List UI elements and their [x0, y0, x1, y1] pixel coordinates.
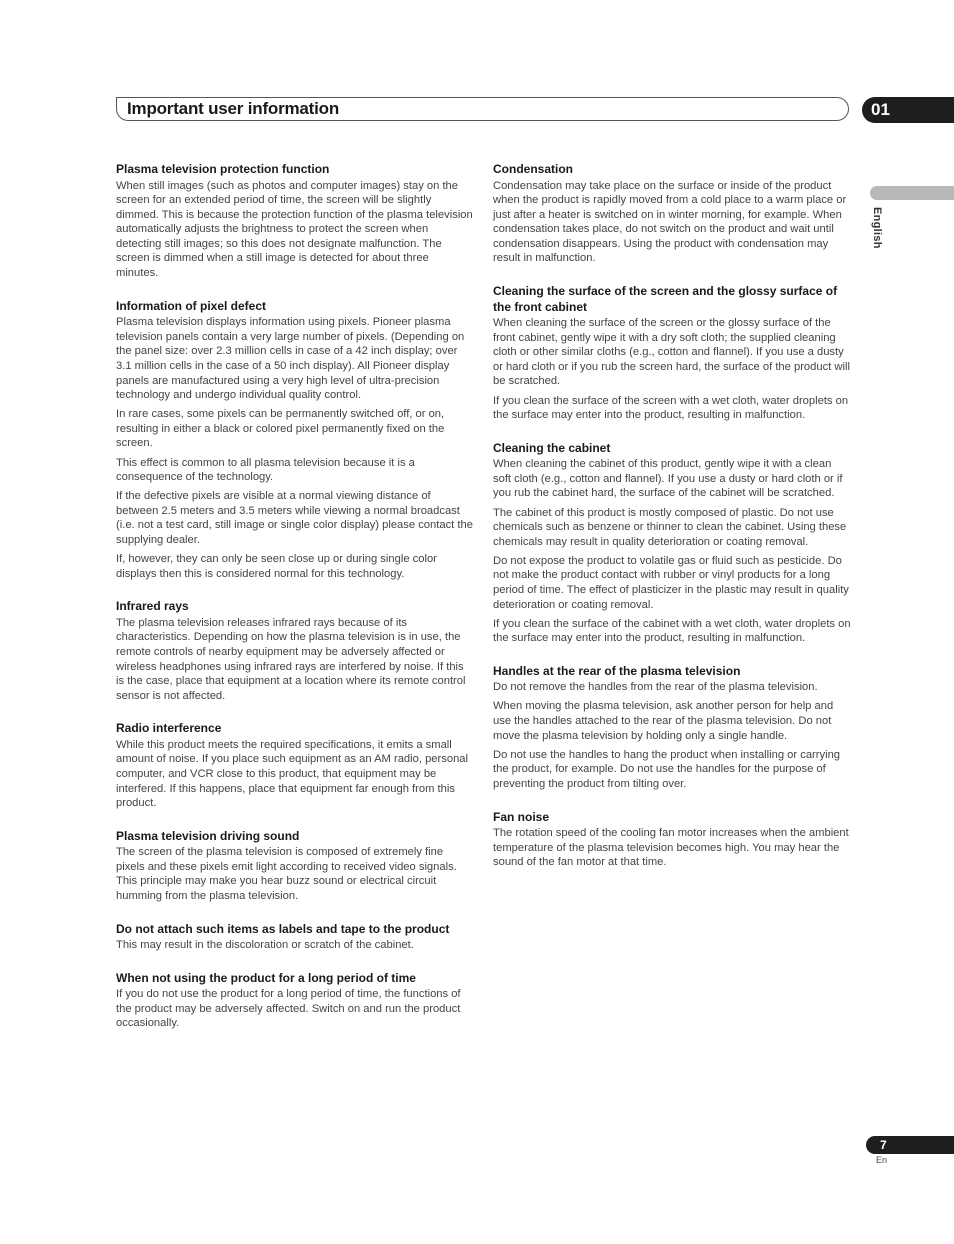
section [116, 721, 473, 810]
section-paragraph: If you clean the surface of the cabinet with a wet cloth, water droplets on the surface may enter into the product, resulting in malfunction. [493, 617, 851, 645]
page-title: Important user information [127, 99, 340, 118]
section-heading: When not using the product for a long period of time [116, 970, 416, 985]
right-column [493, 162, 851, 888]
section [493, 664, 851, 792]
section-paragraph: When moving the plasma television, ask another person for help and use the handles attached to the rear of the plasma television. Do not move the plasma television by holding only a single handle. [493, 700, 834, 742]
page-language-code: En [876, 1155, 888, 1165]
language-label: English [871, 207, 883, 249]
language-tab [870, 186, 954, 200]
section [116, 599, 473, 703]
section-heading: Cleaning the surface of the screen and the glossy surface of the front cabinet [493, 284, 838, 314]
section [116, 971, 473, 1031]
section-heading: Handles at the rear of the plasma television [493, 663, 741, 678]
section-paragraph: When still images (such as photos and computer images) stay on the screen for an extended period of time, the screen will be slightly dimmed. This is because the protection function of the plasma television automatically adjusts the brightness to protect the screen when detecting still images; so this does not designate malfunction. The screen is dimmed when a still image is detected for about three minutes. [116, 179, 473, 280]
section-heading: Do not attach such items as labels and tape to the product [116, 921, 450, 936]
section-paragraph: Do not expose the product to volatile gas or fluid such as pesticide. Do not make the product contact with rubber or vinyl products for a long period of time. The effect of plasticizer in the plastic may result in quality deterioration or coating removal. [493, 554, 849, 611]
section [116, 829, 473, 904]
section-paragraph: If you do not use the product for a long period of time, the functions of the product may be adversely affected. Switch on and run the product occasionally. [116, 988, 461, 1030]
section-paragraph: When cleaning the cabinet of this product, gently wipe it with a clean soft cloth (e.g., cotton and flannel). If you use a dusty or hard cloth or if you rub the cabinet hard, the surface of the cabinet will be scratched. [493, 458, 843, 500]
section-paragraph: This effect is common to all plasma television because it is a consequence of the technology. [116, 456, 415, 484]
section-heading: Fan noise [493, 809, 550, 824]
section-paragraph: The rotation speed of the cooling fan motor increases when the ambient temperature of the plasma television becomes high. You may hear the sound of the fan motor at that time. [493, 827, 849, 869]
section [493, 162, 851, 266]
page-number: 7 [880, 1138, 887, 1152]
section-heading: Infrared rays [116, 599, 189, 614]
section-paragraph: If, however, they can only be seen close up or during single color displays then this is considered normal for this technology. [116, 553, 437, 580]
section-paragraph: In rare cases, some pixels can be permanently switched off, or on, resulting in either a black or colored pixel permanently fixed on the screen. [116, 408, 445, 450]
chapter-number: 01 [871, 100, 890, 119]
section-heading: Radio interference [116, 721, 222, 736]
section-paragraph: When cleaning the surface of the screen or the glossy surface of the front cabinet, gently wipe it with a dry soft cloth; the supplied cleaning cloth or other similar cloths (e.g., cotton and flannel). If you use a dusty or hard cloth or if you rub the screen hard, the surface of the product will be scratched. [493, 317, 850, 388]
section-paragraph: Do not use the handles to hang the product when installing or carrying the product, for example. Do not use the handles for the purpose of preventing the product from tilting over. [493, 748, 841, 790]
section [493, 441, 851, 646]
section-heading: Plasma television driving sound [116, 828, 300, 843]
section-paragraph: The plasma television releases infrared rays because of its characteristics. Depending on how the plasma television is in use, the remote controls of nearby equipment may be adversely affected or wireless headphones using infrared rays are interfered by noise. If this is the case, place that equipment at a location where its remote control sensor is not affected. [116, 616, 466, 702]
section-paragraph: The screen of the plasma television is composed of extremely fine pixels and these pixels emit light according to received video signals. This principle may make you hear buzz sound or electrical circuit humming from the plasma television. [116, 846, 457, 903]
section-paragraph: Condensation may take place on the surface or inside of the product when the product is rapidly moved from a cold place to a warm place or just after a heater is switched on in winter morning, for example. When condensation takes place, do not switch on the product and wait until condensation disappears. Using the product with condensation may result in malfunction. [493, 179, 847, 265]
section-heading: Plasma television protection function [116, 162, 330, 176]
section-paragraph: Plasma television displays information using pixels. Pioneer plasma television panels contain a very large number of pixels. (Depending on the panel size: over 2.3 million cells in case of a 42 inch display; over 3.1 million cells in the case of a 50 inch display). All Pioneer display panels are manufactured using a very high level of ultra-precision technology and undergo individual quality control. [116, 316, 465, 402]
section-paragraph: If the defective pixels are visible at a normal viewing distance of between 2.5 meters and 3.5 meters while viewing a normal broadcast (i.e. not a test card, still image or single color display) please contact the supplying dealer. [116, 490, 473, 546]
section [116, 162, 473, 281]
section-heading: Cleaning the cabinet [493, 440, 611, 455]
section-paragraph: This may result in the discoloration or scratch of the cabinet. [116, 939, 414, 952]
section-paragraph: Do not remove the handles from the rear of the plasma television. [493, 681, 818, 694]
section-paragraph: While this product meets the required specifications, it emits a small amount of noise. If you place such equipment as an AM radio, personal computer, and VCR close to this product, that equipment may be interfered. If this happens, place that equipment far enough from this product. [116, 738, 468, 810]
section [116, 922, 473, 953]
section [493, 810, 851, 870]
section-heading: Information of pixel defect [116, 298, 267, 313]
left-column [116, 162, 473, 1049]
section [116, 299, 473, 582]
section-paragraph: The cabinet of this product is mostly composed of plastic. Do not use chemicals such as benzene or thinner to clean the cabinet. Using these chemicals may result in quality deterioration or coating removal. [493, 506, 847, 548]
section-heading: Condensation [493, 162, 573, 176]
section [493, 284, 851, 423]
section-paragraph: If you clean the surface of the screen with a wet cloth, water droplets on the surface may enter into the product, resulting in malfunction. [493, 394, 849, 422]
